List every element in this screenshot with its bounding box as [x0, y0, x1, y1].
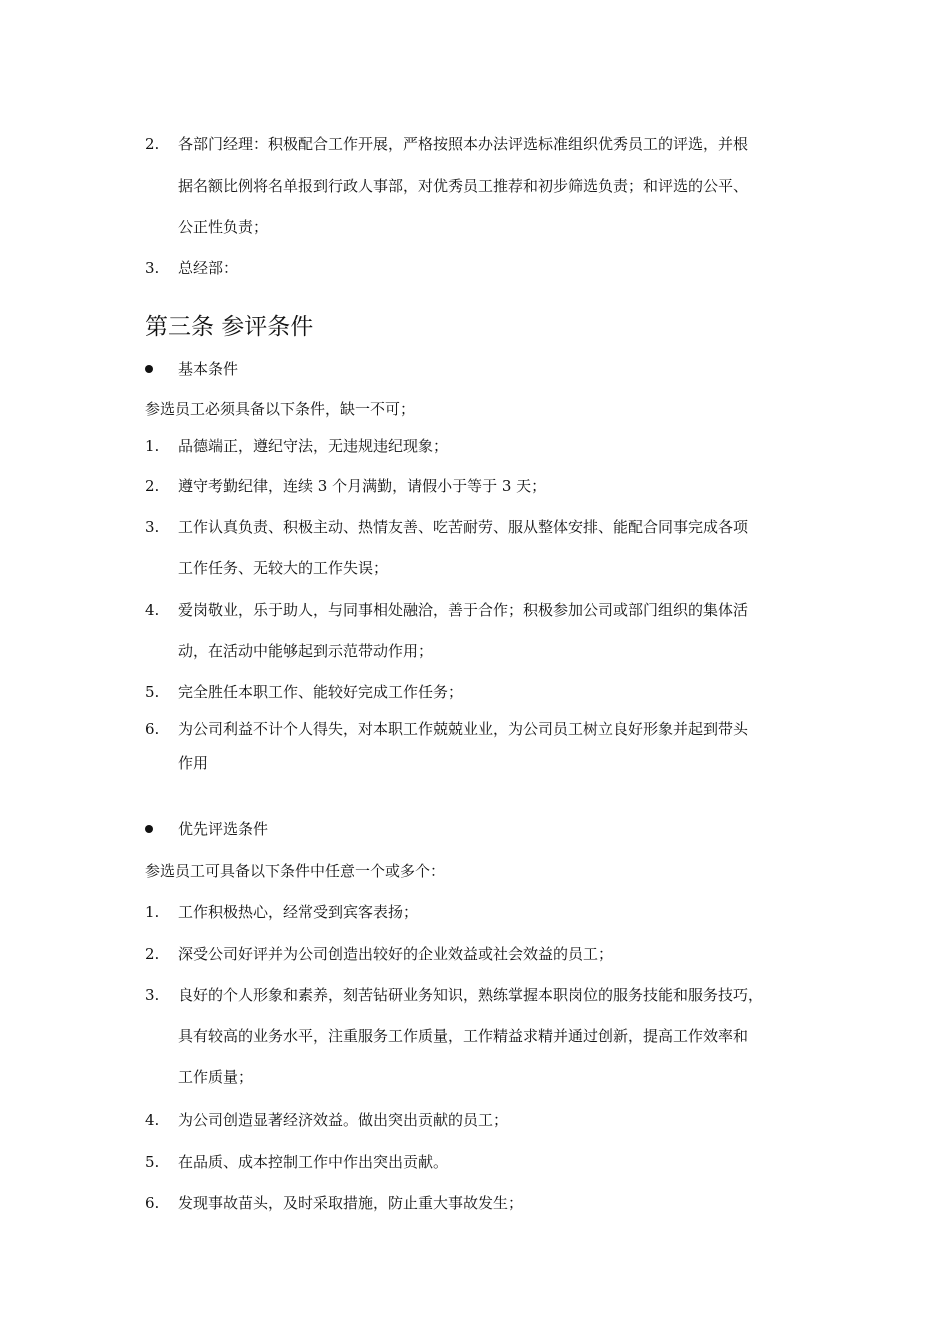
- list-number: 3.: [145, 518, 160, 536]
- list-number: 3.: [145, 986, 160, 1004]
- list-number: 4.: [145, 601, 160, 619]
- list-item-text: 据名额比例将名单报到行政人事部，对优秀员工推荐和初步筛选负责；和评选的公平、: [178, 177, 749, 195]
- list-number: 6.: [145, 1194, 160, 1212]
- bullet-icon: [145, 825, 153, 833]
- list-item-text: 良好的个人形象和素养，刻苦钻研业务知识，熟练掌握本职岗位的服务技能和服务技巧，: [178, 986, 764, 1004]
- list-number: 2.: [145, 135, 160, 153]
- list-item-text: 深受公司好评并为公司创造出较好的企业效益或社会效益的员工；: [178, 945, 614, 963]
- subsection-title: 优先评选条件: [178, 820, 269, 838]
- list-number: 1.: [145, 437, 160, 455]
- bullet-icon: [145, 365, 153, 373]
- list-item-text: 遵守考勤纪律，连续 3 个月满勤，请假小于等于 3 天；: [178, 477, 547, 495]
- list-item-text: 动，在活动中能够起到示范带动作用；: [178, 642, 434, 660]
- intro-text: 参选员工必须具备以下条件，缺一不可；: [145, 400, 416, 418]
- subsection-title: 基本条件: [178, 360, 239, 378]
- list-item-text: 工作积极热心，经常受到宾客表扬；: [178, 903, 419, 921]
- list-item-text: 为公司创造显著经济效益。做出突出贡献的员工；: [178, 1111, 509, 1129]
- list-number: 5.: [145, 1153, 160, 1171]
- list-number: 2.: [145, 945, 160, 963]
- list-item-text: 公正性负责；: [178, 218, 269, 236]
- list-item-text: 工作认真负责、积极主动、热情友善、吃苦耐劳、服从整体安排、能配合同事完成各项: [178, 518, 749, 536]
- list-item-text: 在品质、成本控制工作中作出突出贡献。: [178, 1153, 449, 1171]
- list-item-text: 作用: [178, 754, 209, 772]
- list-number: 5.: [145, 683, 160, 701]
- list-item-text: 工作质量；: [178, 1068, 254, 1086]
- list-item-text: 完全胜任本职工作、能较好完成工作任务；: [178, 683, 464, 701]
- list-number: 6.: [145, 720, 160, 738]
- intro-text: 参选员工可具备以下条件中任意一个或多个：: [145, 862, 446, 880]
- list-item-text: 具有较高的业务水平，注重服务工作质量，工作精益求精并通过创新，提高工作效率和: [178, 1027, 749, 1045]
- section-heading: 第三条 参评条件: [145, 314, 314, 340]
- list-number: 3.: [145, 259, 160, 277]
- list-number: 1.: [145, 903, 160, 921]
- list-item-text: 各部门经理：积极配合工作开展，严格按照本办法评选标准组织优秀员工的评选，并根: [178, 135, 749, 153]
- list-item-text: 品德端正，遵纪守法，无违规违纪现象；: [178, 437, 449, 455]
- list-item-text: 发现事故苗头，及时采取措施，防止重大事故发生；: [178, 1194, 524, 1212]
- list-item-text: 总经部：: [178, 259, 239, 277]
- list-item-text: 为公司利益不计个人得失，对本职工作兢兢业业，为公司员工树立良好形象并起到带头: [178, 720, 749, 738]
- list-item-text: 爱岗敬业，乐于助人，与同事相处融洽，善于合作；积极参加公司或部门组织的集体活: [178, 601, 749, 619]
- list-number: 4.: [145, 1111, 160, 1129]
- list-number: 2.: [145, 477, 160, 495]
- list-item-text: 工作任务、无较大的工作失误；: [178, 559, 389, 577]
